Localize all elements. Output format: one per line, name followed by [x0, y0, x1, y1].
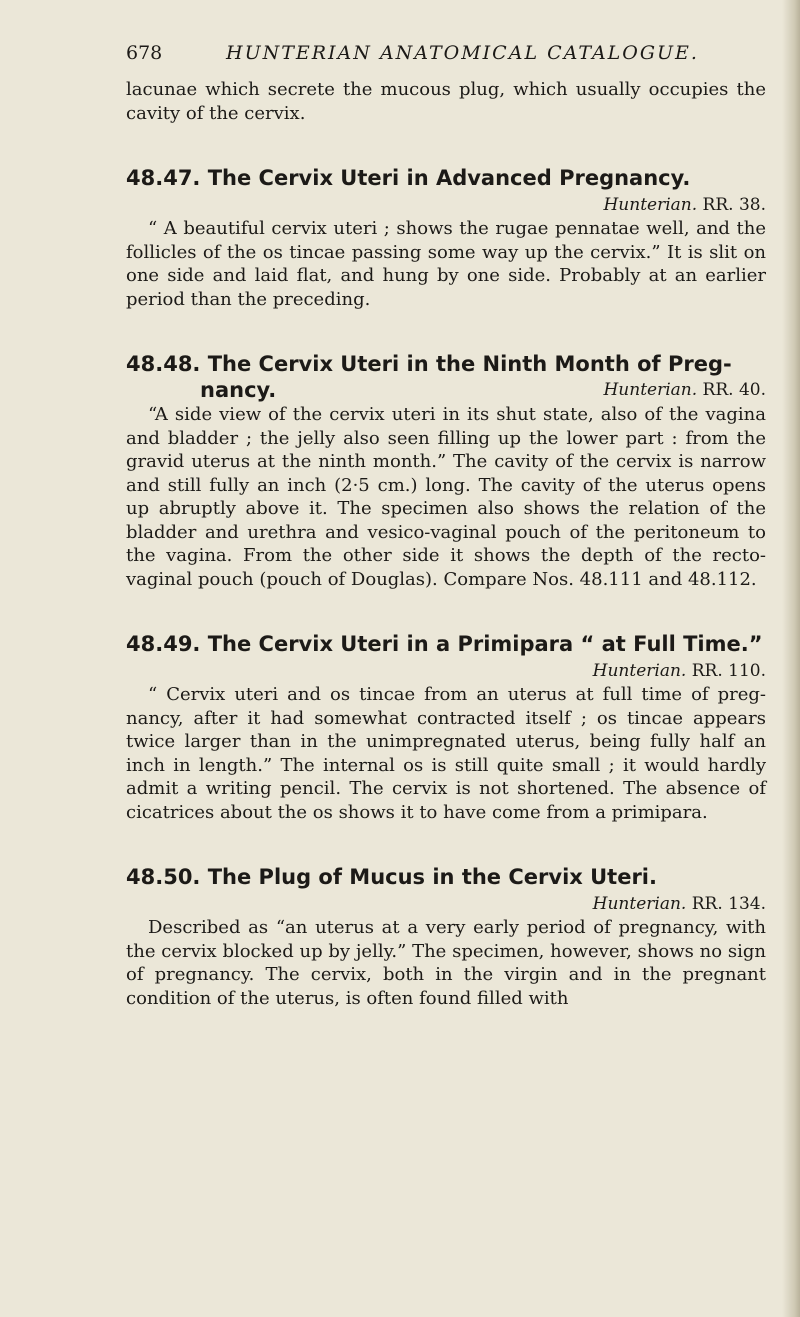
reference-code: RR. 134. — [691, 894, 766, 914]
reference-collection: Hunterian. — [592, 661, 687, 681]
reference-code: RR. 110. — [691, 661, 766, 681]
reference-code: RR. 38. — [702, 195, 766, 215]
entry-title-line2: nancy. — [200, 378, 277, 402]
entry-reference — [126, 193, 766, 217]
catalogue-entry-48-49 — [126, 631, 766, 824]
entry-title: The Cervix Uteri in a Primipara “ at Full Time.” — [207, 632, 763, 656]
catalogue-entry-48-48 — [126, 351, 766, 591]
entry-number: 48.48. — [126, 352, 201, 376]
entry-number: 48.50. — [126, 865, 201, 889]
entry-body: “ Cervix uteri and os tincae from an uterus at full time of preg-nancy, after it had somewhat contracted itself ; os tincae appears twice larger than in the unimpregnated uterus, being fully half an inch in length.” The internal os is still quite small ; it would hardly admit a writing pencil. The cervix is not shortened. The absence of cicatrices about the os shows it to have come from a primipara. — [126, 684, 766, 823]
entry-title-line2-wrap — [126, 377, 766, 403]
catalogue-entry-48-47 — [126, 165, 766, 311]
entry-number: 48.49. — [126, 632, 201, 656]
entry-title-line1: The Cervix Uteri in the Ninth Month of Preg- — [207, 352, 732, 376]
entry-reference — [126, 659, 766, 683]
entry-heading — [126, 351, 766, 403]
reference-collection: Hunterian. — [603, 380, 698, 400]
intro-paragraph: lacunae which secrete the mucous plug, which usually occupies the cavity of the cervix. — [126, 79, 766, 124]
entry-heading — [126, 165, 766, 191]
reference-collection: Hunterian. — [603, 195, 698, 215]
reference-collection: Hunterian. — [592, 894, 687, 914]
running-title: HUNTERIAN ANATOMICAL CATALOGUE. — [226, 42, 699, 64]
running-head — [126, 38, 766, 68]
entry-heading — [126, 864, 766, 890]
entry-title: The Cervix Uteri in Advanced Pregnancy. — [207, 166, 691, 190]
entry-number: 48.47. — [126, 166, 201, 190]
reference-code: RR. 40. — [702, 380, 766, 400]
entry-body: Described as “an uterus at a very early period of pregnancy, with the cervix blocked up by jelly.” The specimen, however, shows no sign of pregnancy. The cervix, both in the virgin and in the pregnant condition of the uterus, is often found filled with — [126, 917, 766, 1009]
catalogue-entry-48-50 — [126, 864, 766, 1010]
entry-body: “A side view of the cervix uteri in its shut state, also of the vagina and bladder ; the jelly also seen filling up the lower part : from the gravid uterus at the ninth month.” The cavity of the cervix is narrow and still fully an inch (2·5 cm.) long. The cavity of the uterus opens up abruptly above it. The specimen also shows the relation of the bladder and urethra and vesico-vaginal pouch of the peritoneum to the vagina. From the other side it shows the depth of the recto-vaginal pouch (pouch of Douglas). Compare Nos. 48.111 and 48.112. — [126, 404, 766, 590]
page-content — [126, 38, 766, 1010]
page-number: 678 — [126, 42, 163, 64]
entry-reference — [126, 892, 766, 916]
entry-title: The Plug of Mucus in the Cervix Uteri. — [207, 865, 657, 889]
entry-body: “ A beautiful cervix uteri ; shows the rugae pennatae well, and the follicles of the os tincae passing some way up the cervix.” It is slit on one side and laid flat, and hung by one side. Probably at an earlier period than the preceding. — [126, 218, 766, 310]
entry-reference — [603, 377, 766, 403]
entry-heading — [126, 631, 766, 657]
page-spine-shadow — [782, 0, 800, 1317]
